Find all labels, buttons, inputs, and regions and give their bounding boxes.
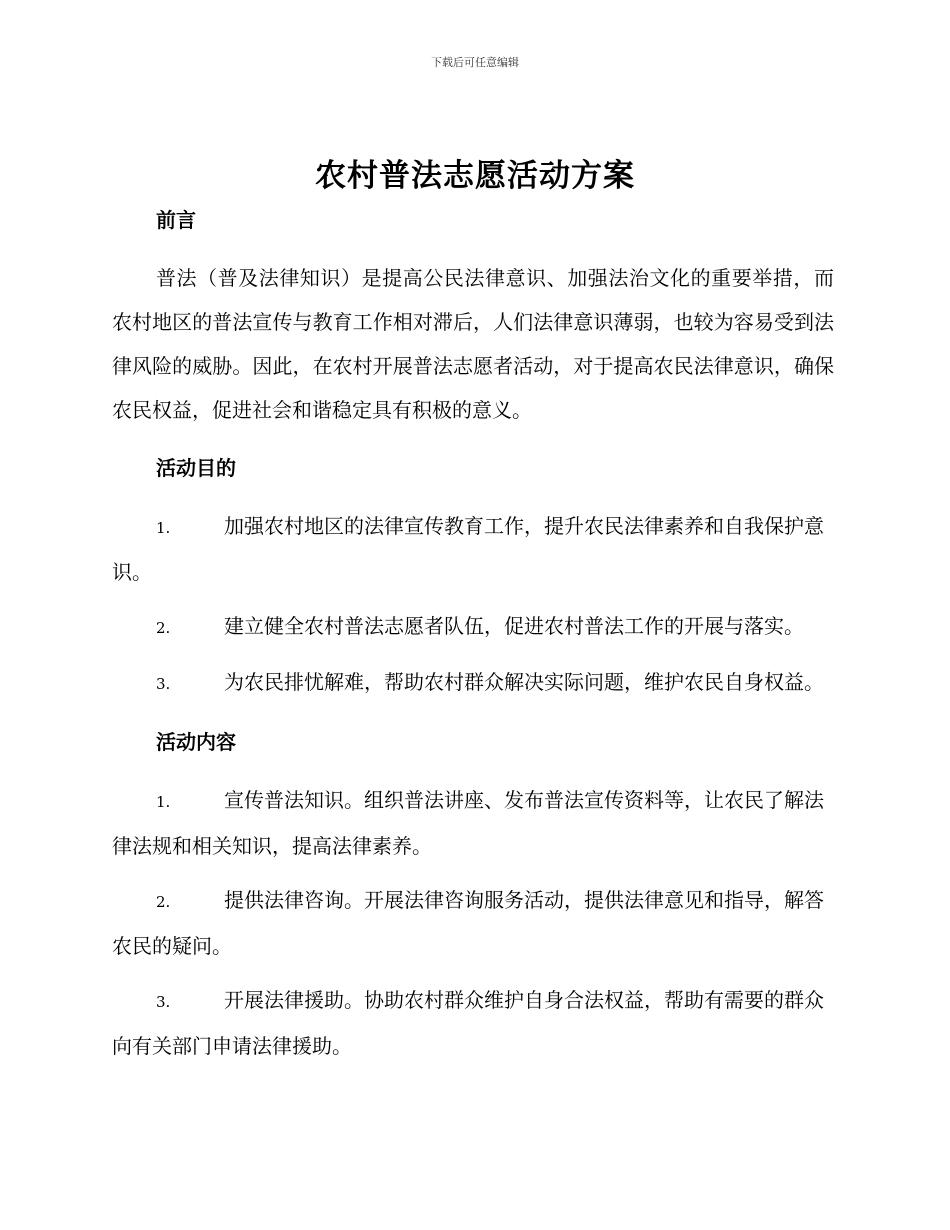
list-item-number: 2. <box>156 893 171 911</box>
list-item-text: 建立健全农村普法志愿者队伍，促进农村普法工作的开展与落实。 <box>224 614 804 638</box>
list-item <box>112 778 834 868</box>
list-item <box>112 878 834 968</box>
list-item-text: 提供法律咨询。开展法律咨询服务活动，提供法律意见和指导，解答农民的疑问。 <box>112 888 824 958</box>
list-item <box>112 660 834 706</box>
document-body <box>112 204 834 1068</box>
section-heading-preface: 前言 <box>156 208 196 232</box>
document-title: 农村普法志愿活动方案 <box>315 158 635 194</box>
list-item-number: 1. <box>156 519 171 537</box>
list-item <box>112 504 834 594</box>
list-item-text: 开展法律援助。协助农村群众维护自身合法权益，帮助有需要的群众向有关部门申请法律援助。 <box>112 988 824 1058</box>
preface-paragraph: 普法（普及法律知识）是提高公民法律意识、加强法治文化的重要举措，而农村地区的普法宣传与教育工作相对滞后，人们法律意识薄弱，也较为容易受到法律风险的威胁。因此，在农村开展普法志愿者活动，对于提高农民法律意识，确保农民权益，促进社会和谐稳定具有积极的意义。 <box>112 266 834 422</box>
section-heading-content: 活动内容 <box>156 730 236 754</box>
list-item-number: 1. <box>156 793 171 811</box>
section-heading-purpose: 活动目的 <box>156 456 236 480</box>
list-item-number: 3. <box>156 993 171 1011</box>
list-item-text: 加强农村地区的法律宣传教育工作，提升农民法律素养和自我保护意识。 <box>112 514 824 584</box>
header-note: 下载后可任意编辑 <box>431 56 519 69</box>
list-item-number: 3. <box>156 675 171 693</box>
list-item-number: 2. <box>156 619 171 637</box>
list-item-text: 为农民排忧解难，帮助农村群众解决实际问题，维护农民自身权益。 <box>224 670 824 694</box>
list-item <box>112 978 834 1068</box>
list-item <box>112 604 834 650</box>
list-item-text: 宣传普法知识。组织普法讲座、发布普法宣传资料等，让农民了解法律法规和相关知识，提高法律素养。 <box>112 788 824 858</box>
